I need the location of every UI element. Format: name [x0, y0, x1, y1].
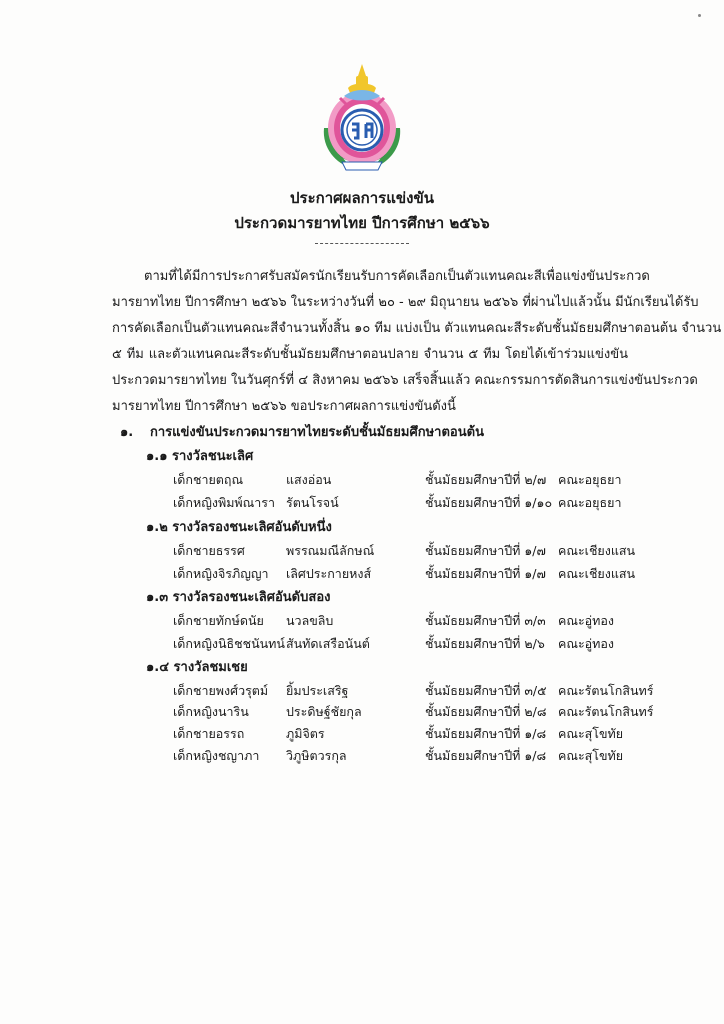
award-heading: ๑.๔ รางวัลชมเชย [146, 660, 248, 675]
winner-team: คณะอู่ทอง [558, 636, 615, 651]
winner-row [0, 470, 724, 490]
announcement-title: ประกาศผลการแข่งขัน [290, 189, 434, 207]
winner-row [0, 746, 724, 766]
winner-team: คณะรัตนโกสินทร์ [558, 704, 654, 719]
winner-first-name: เด็กชายพงศ์วรุตม์ [173, 683, 269, 698]
winner-first-name: เด็กหญิงนาริน [173, 704, 249, 719]
contest-title: ประกวดมารยาทไทย ปีการศึกษา ๒๕๖๖ [234, 214, 490, 232]
award-heading: ๑.๑ รางวัลชนะเลิศ [146, 449, 254, 464]
school-emblem-logo [318, 58, 406, 178]
paragraph-line: มารยาทไทย ปีการศึกษา ๒๕๖๖ ขอประกาศผลการแข่งขันดังนี้ [112, 399, 456, 414]
paragraph-line: ประกวดมารยาทไทย ในวันศุกร์ที่ ๔ สิงหาคม ๒๕๖๖ เสร็จสิ้นแล้ว คณะกรรมการตัดสินการแข่งขันประกวด [112, 373, 698, 388]
winner-grade: ชั้นมัธยมศึกษาปีที่ ๒/๗ [425, 472, 547, 487]
winner-first-name: เด็กหญิงชญาภา [173, 748, 260, 763]
winner-first-name: เด็กหญิงนิธิชชนันทน์ [173, 636, 285, 651]
winner-row [0, 493, 724, 513]
winner-grade: ชั้นมัธยมศึกษาปีที่ ๑/๘ [425, 726, 547, 741]
winner-last-name: ภูมิจิตร [286, 726, 325, 741]
winner-last-name: นวลขลิบ [286, 613, 334, 628]
winner-grade: ชั้นมัธยมศึกษาปีที่ ๑/๗ [425, 543, 546, 558]
section-number: ๑. [120, 425, 134, 440]
winner-first-name: เด็กชายอรรถ [173, 726, 245, 741]
paragraph-line: การคัดเลือกเป็นตัวแทนคณะสีจำนวนทั้งสิ้น ๑๐ ทีม แบ่งเป็น ตัวแทนคณะสีระดับชั้นมัธยมศึกษาตอนต้น จำนวน [112, 321, 722, 336]
winner-team: คณะเชียงแสน [558, 566, 636, 581]
winner-grade: ชั้นมัธยมศึกษาปีที่ ๑/๗ [425, 566, 546, 581]
winner-first-name: เด็กชายตฤณ [173, 472, 244, 487]
paragraph-line: มารยาทไทย ปีการศึกษา ๒๕๖๖ ในระหว่างวันที่ ๒๐ - ๒๙ มิถุนายน ๒๕๖๖ ที่ผ่านไปแล้วนั้น มีนักเรียนได้รับ [112, 295, 699, 310]
winner-grade: ชั้นมัธยมศึกษาปีที่ ๑/๘ [425, 748, 547, 763]
winner-last-name: วิภูษิตวรกุล [286, 748, 347, 763]
winner-team: คณะอยุธยา [558, 495, 622, 510]
title-divider [315, 243, 409, 244]
paragraph-line: ตามที่ได้มีการประกาศรับสมัครนักเรียนรับการคัดเลือกเป็นตัวแทนคณะสีเพื่อแข่งขันประกวด [144, 269, 650, 284]
winner-first-name: เด็กหญิงพิมพ์ณารา [173, 495, 276, 510]
winner-grade: ชั้นมัธยมศึกษาปีที่ ๓/๕ [425, 683, 547, 698]
winner-grade: ชั้นมัธยมศึกษาปีที่ ๓/๓ [425, 613, 546, 628]
award-heading: ๑.๒ รางวัลรองชนะเลิศอันดับหนึ่ง [146, 520, 332, 535]
scan-speck [698, 14, 701, 17]
winner-first-name: เด็กชายทักษ์ดนัย [173, 613, 264, 628]
winner-team: คณะอู่ทอง [558, 613, 615, 628]
winner-last-name: เลิศประกายหงส์ [286, 566, 372, 581]
paragraph-line: ๕ ทีม และตัวแทนคณะสีระดับชั้นมัธยมศึกษาตอนปลาย จำนวน ๕ ทีม โดยได้เข้าร่วมแข่งขัน [112, 347, 628, 362]
winner-last-name: สันทัดเสรือนันต์ [286, 636, 370, 651]
winner-team: คณะอยุธยา [558, 472, 622, 487]
section-title: การแข่งขันประกวดมารยาทไทยระดับชั้นมัธยมศึกษาตอนต้น [150, 425, 484, 440]
winner-grade: ชั้นมัธยมศึกษาปีที่ ๒/๖ [425, 636, 545, 651]
winner-last-name: ยิ้มประเสริฐ [286, 683, 349, 698]
winner-row [0, 634, 724, 654]
winner-team: คณะสุโขทัย [558, 748, 624, 763]
winner-team: คณะรัตนโกสินทร์ [558, 683, 654, 698]
winner-team: คณะสุโขทัย [558, 726, 624, 741]
winner-row [0, 702, 724, 722]
winner-last-name: พรรณมณีลักษณ์ [286, 543, 375, 558]
winner-row [0, 564, 724, 584]
award-heading: ๑.๓ รางวัลรองชนะเลิศอันดับสอง [146, 590, 331, 605]
winner-row [0, 681, 724, 701]
winner-grade: ชั้นมัธยมศึกษาปีที่ ๑/๑๐ [425, 495, 553, 510]
winner-team: คณะเชียงแสน [558, 543, 636, 558]
winner-last-name: แสงอ่อน [286, 472, 332, 487]
winner-row [0, 724, 724, 744]
winner-row [0, 611, 724, 631]
winner-row [0, 541, 724, 561]
winner-first-name: เด็กชายธรรศ [173, 543, 245, 558]
winner-last-name: ประดิษฐ์ชัยกุล [286, 704, 362, 719]
winner-first-name: เด็กหญิงจิรภิญญา [173, 566, 269, 581]
winner-last-name: รัตนโรจน์ [286, 495, 339, 510]
intro-paragraph [112, 264, 722, 420]
winner-grade: ชั้นมัธยมศึกษาปีที่ ๒/๘ [425, 704, 547, 719]
section-heading [120, 421, 484, 442]
